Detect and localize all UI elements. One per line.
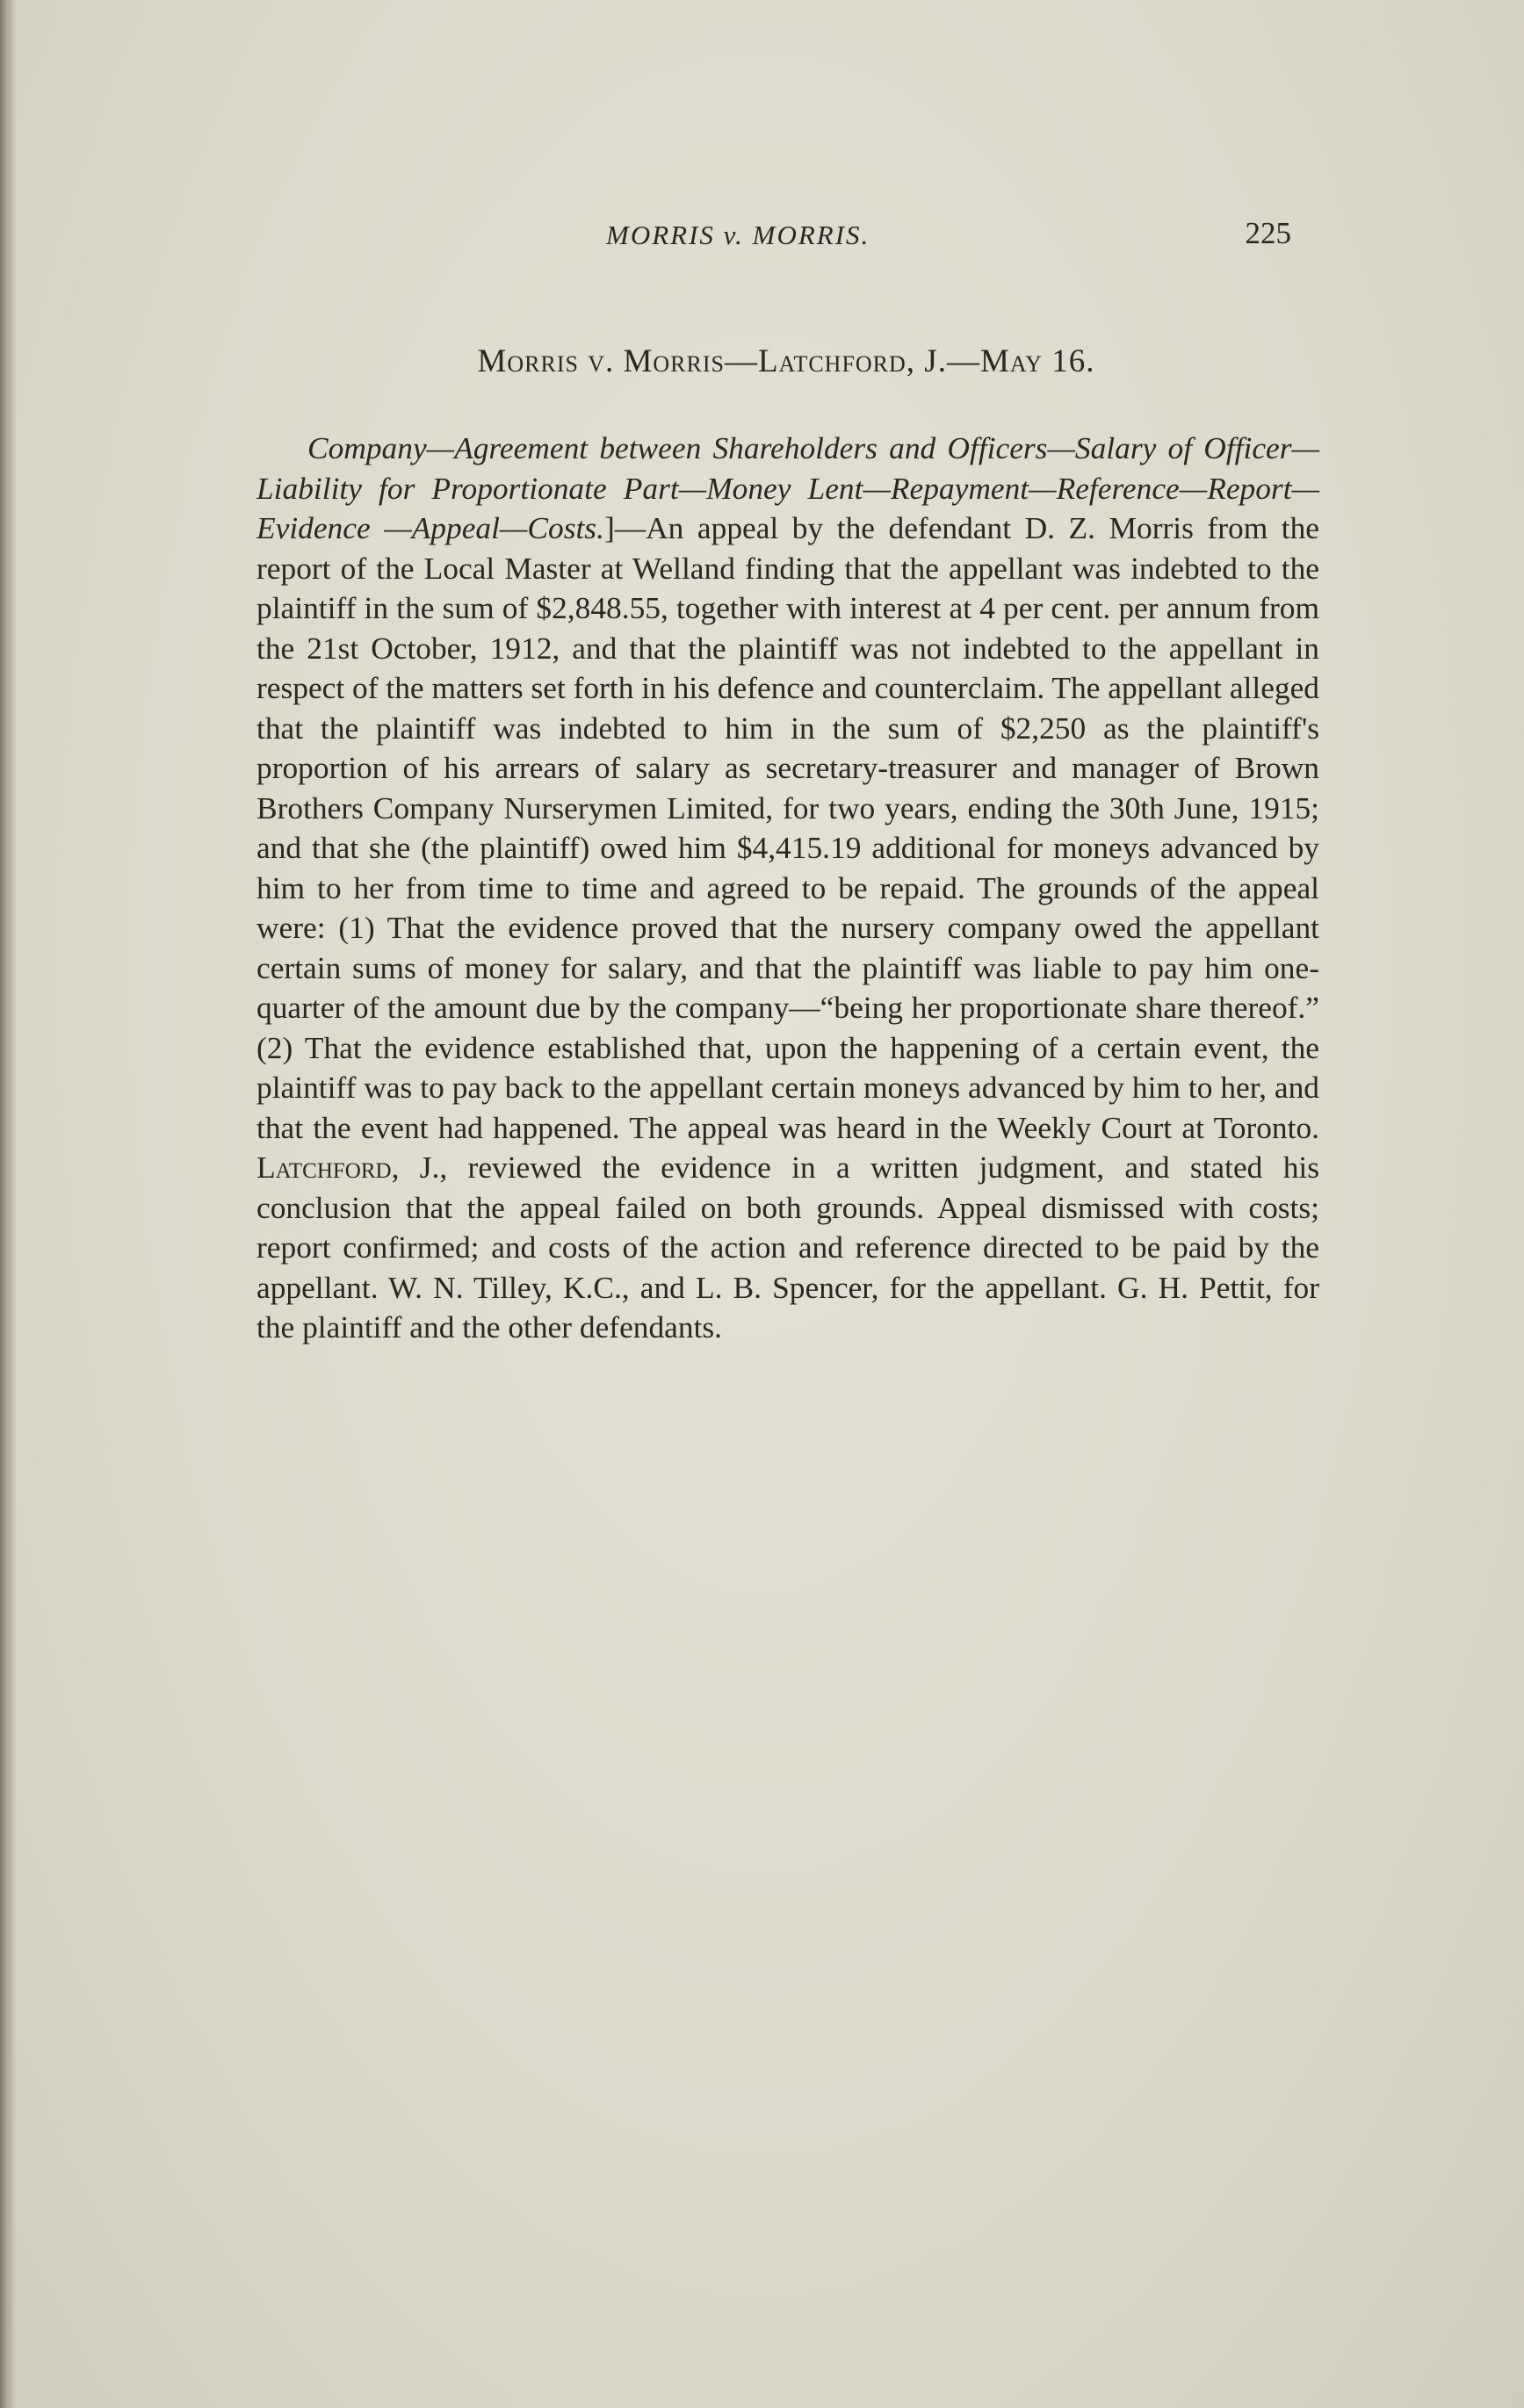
running-head	[255, 216, 1318, 260]
page-number: 225	[1245, 216, 1291, 250]
page-binding-edge	[0, 0, 16, 2408]
running-title: MORRIS v. MORRIS.	[606, 220, 870, 250]
judge-name: Latchford	[256, 1150, 392, 1185]
case-body	[256, 429, 1319, 1348]
body-rest: , J., reviewed the evidence in a written judgment, and stated his conclusion that the appeal failed on both grounds. Appeal dismissed with costs; report confirmed; and costs of the action and reference directed to be paid by the appellant. W. N. Tilley, K.C., and L. B. Spencer, for the appellant. G. H. Pettit, for the plaintiff and the other defendants.	[256, 1150, 1319, 1345]
body-lead: ]—An appeal by the defendant D. Z. Morris from the report of the Local Master at Welland finding that the appellant was indebted to the plaintiff in the sum of $2,848.55, together with interest at 4 per cent. per annum from the 21st October, 1912, and that the plaintiff was not indebted to the appellant in respect of the matters set forth in his defence and counterclaim. The appellant alleged that the plaintiff was indebted to him in the sum of $2,250 as the plaintiff's proportion of his arrears of salary as secretary-treasurer and manager of Brown Brothers Company Nurserymen Limited, for two years, ending the 30th June, 1915; and that she (the plaintiff) owed him $4,415.19 additional for moneys advanced by him to her from time to time and agreed to be repaid. The grounds of the appeal were: (1) That the evidence proved that the nursery company owed the appellant certain sums of money for salary, and that the plaintiff was liable to pay him one-quarter of the amount due by the company—“being her proportionate share thereof.” (2) That the evidence established that, upon the happening of a certain event, the plaintiff was to pay back to the appellant certain moneys advanced by him to her, and that the event had happened. The appeal was heard in the Weekly Court at Toronto.	[256, 510, 1320, 1145]
case-heading: Morris v. Morris—Latchford, J.—May 16.	[477, 343, 1095, 379]
catchwords: Company—Agreement between Shareholders and Officers—Salary of Officer—Liability for Proportionate Part—Money Lent—Repayment—Reference—Report—Evidence —Appeal—Costs.	[256, 430, 1319, 545]
